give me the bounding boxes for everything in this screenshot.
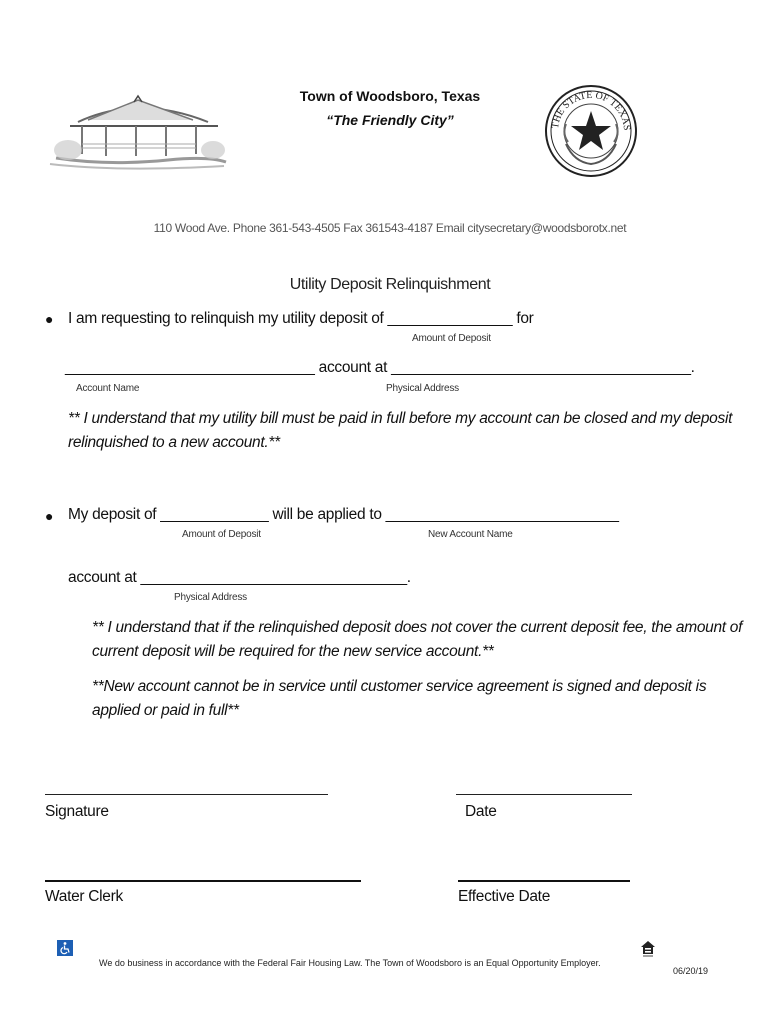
- town-name: Town of Woodsboro, Texas: [299, 88, 481, 104]
- signature-label: Signature: [45, 803, 109, 820]
- amount-of-deposit-label: Amount of Deposit: [412, 333, 491, 344]
- contact-info: 110 Wood Ave. Phone 361-543-4505 Fax 361543-4187 Email citysecretary@woodsborotx.net: [153, 221, 627, 235]
- svg-text:THE STATE OF TEXAS: THE STATE OF TEXAS: [550, 89, 633, 131]
- deposit-relinquish-line: I am requesting to relinquish my utility deposit of _______________ for: [68, 310, 534, 327]
- gazebo-logo: [48, 92, 228, 172]
- town-motto: “The Friendly City”: [326, 112, 454, 128]
- amount-of-deposit-label-2: Amount of Deposit: [182, 529, 261, 540]
- note-service-agreement: **New account cannot be in service until customer service agreement is signed and deposit is applied or paid in full**: [92, 678, 707, 719]
- physical-address-label-2: Physical Address: [174, 592, 247, 603]
- water-clerk-line: [45, 880, 361, 882]
- date-line: [456, 794, 632, 795]
- effective-date-line: [458, 880, 630, 882]
- effective-date-label: Effective Date: [458, 888, 551, 905]
- water-clerk-label: Water Clerk: [45, 888, 123, 905]
- bullet-1: ●: [45, 311, 54, 327]
- fair-housing-statement: We do business in accordance with the Federal Fair Housing Law. The Town of Woodsboro is an Equal Opportunity Employer.: [99, 958, 601, 968]
- new-account-address-line: account at ________________________________.: [68, 569, 411, 586]
- wheelchair-icon: [57, 940, 73, 956]
- new-account-name-label: New Account Name: [428, 529, 513, 540]
- deposit-applied-line: My deposit of _____________ will be applied to ____________________________: [68, 506, 619, 523]
- account-address-line: ______________________________ account at ____________________________________.: [65, 359, 695, 376]
- form-title: Utility Deposit Relinquishment: [289, 276, 491, 293]
- note-deposit-fee: ** I understand that if the relinquished deposit does not cover the current deposit fee, the amount of current deposit will be required for the new service account.**: [92, 619, 743, 660]
- physical-address-label: Physical Address: [386, 383, 459, 394]
- date-label: Date: [465, 803, 497, 820]
- revision-date: 06/20/19: [673, 966, 709, 976]
- note-paid-in-full: ** I understand that my utility bill must be paid in full before my account can be closed and my deposit relinquished to a new account.**: [68, 410, 733, 451]
- bullet-2: ●: [45, 508, 54, 524]
- equal-housing-icon: [640, 940, 656, 958]
- account-name-label: Account Name: [76, 383, 140, 394]
- signature-line: [45, 794, 328, 795]
- texas-state-seal: [544, 84, 638, 178]
